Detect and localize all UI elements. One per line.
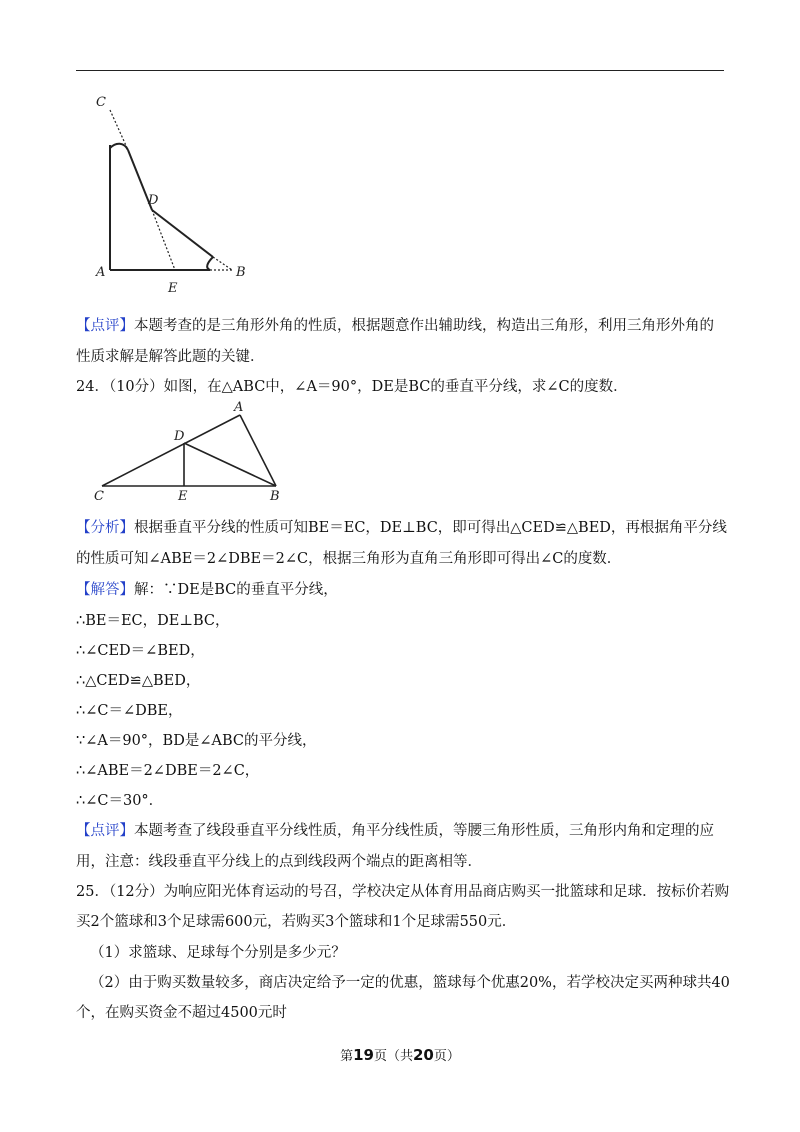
label-e: E — [168, 281, 178, 295]
analysis-line-1: 【分析】根据垂直平分线的性质可知BE＝EC，DE⊥BC，即可得出△CED≌△BED，再根据角平分线 — [76, 520, 727, 536]
question-24: 24．（10分）如图，在△ABC中，∠A＝90°，DE是BC的垂直平分线，求∠C的度数． — [76, 379, 628, 395]
page-footer: 第19页（共20页） — [340, 1046, 460, 1064]
solution-line-5: ∴∠C＝∠DBE， — [76, 703, 183, 719]
page-total: 20 — [413, 1046, 434, 1064]
label-d: D — [148, 193, 159, 208]
label-b: B — [236, 265, 246, 280]
dashed-b-ext — [213, 257, 232, 270]
analysis-line-2: 的性质可知∠ABE＝2∠DBE＝2∠C，根据三角形为直角三角形即可得出∠C的度数． — [76, 551, 622, 567]
solution-line-7: ∴∠ABE＝2∠DBE＝2∠C， — [76, 763, 260, 779]
label-e: E — [178, 489, 188, 502]
comment-tag: 【点评】 — [76, 318, 134, 334]
header-rule — [76, 70, 724, 71]
question-25-line-1: 25．（12分）为响应阳光体育运动的号召，学校决定从体育用品商店购买一批篮球和足球．按标价若购 — [76, 884, 730, 900]
label-c: C — [94, 489, 104, 502]
arc-b — [207, 257, 213, 270]
label-c: C — [96, 95, 106, 110]
solution-line-8: ∴∠C＝30°． — [76, 793, 164, 809]
figure-triangle-1 — [90, 90, 260, 295]
comment2-line-1: 【点评】本题考查了线段垂直平分线性质，角平分线性质，等腰三角形性质，三角形内角和定理的应 — [76, 823, 714, 839]
segment-db — [184, 443, 276, 486]
question-25-part-1: （1）求篮球、足球每个分别是多少元？ — [90, 945, 346, 961]
comment2-tag: 【点评】 — [76, 823, 134, 839]
label-d: D — [174, 429, 185, 444]
label-a: A — [234, 400, 244, 415]
solution-line-6: ∵∠A＝90°，BD是∠ABC的平分线， — [76, 733, 317, 749]
solution-tag: 【解答】 — [76, 582, 134, 598]
segment-ab — [240, 415, 276, 486]
segment-ca — [102, 415, 240, 486]
question-25-part-2-line-2: 个，在购买资金不超过4500元时 — [76, 1005, 287, 1021]
question-25-part-2-line-1: （2）由于购买数量较多，商店决定给予一定的优惠，篮球每个优惠20%，若学校决定买两种球共40 — [90, 975, 730, 991]
page-number: 19 — [353, 1046, 374, 1064]
question-25-line-2: 买2个篮球和3个足球需600元，若购买3个篮球和1个足球需550元． — [76, 914, 517, 930]
figure-triangle-2 — [90, 398, 290, 502]
solution-line-3: ∴∠CED＝∠BED， — [76, 643, 205, 659]
comment-line-1: 【点评】本题考查的是三角形外角的性质，根据题意作出辅助线，构造出三角形，利用三角形外角的 — [76, 318, 714, 334]
solution-line-2: ∴BE＝EC，DE⊥BC， — [76, 613, 230, 629]
solution-line-1: 【解答】解：∵DE是BC的垂直平分线， — [76, 582, 338, 598]
label-a: A — [96, 265, 106, 280]
label-b: B — [270, 489, 280, 502]
comment2-line-2: 用，注意：线段垂直平分线上的点到线段两个端点的距离相等． — [76, 854, 482, 870]
solution-line-4: ∴△CED≌△BED， — [76, 673, 201, 689]
comment-line-2: 性质求解是解答此题的关键． — [76, 349, 265, 365]
analysis-tag: 【分析】 — [76, 520, 134, 536]
